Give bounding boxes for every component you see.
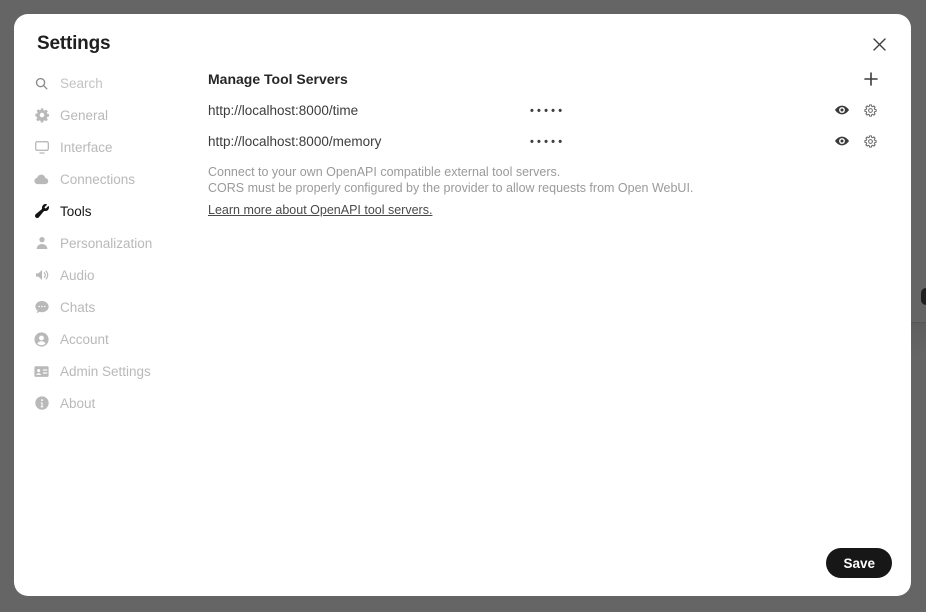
server-url: http://localhost:8000/memory <box>208 133 382 149</box>
sidebar-item-label: Tools <box>60 203 92 219</box>
sidebar-item-label: About <box>60 395 96 411</box>
sidebar-item-audio[interactable] <box>33 259 208 291</box>
eye-icon <box>834 102 850 118</box>
server-url: http://localhost:8000/time <box>208 102 359 118</box>
gear-icon <box>33 107 50 124</box>
add-server-button[interactable] <box>864 72 878 86</box>
sidebar-item-label: Connections <box>60 171 136 187</box>
server-row-actions <box>834 102 878 118</box>
description-text <box>208 164 878 196</box>
search-input[interactable] <box>33 67 208 99</box>
learn-more-link[interactable]: Learn more about OpenAPI tool servers. <box>208 203 433 217</box>
sidebar-item-about[interactable] <box>33 387 208 419</box>
wrench-icon <box>33 203 50 220</box>
chat-bubble-icon <box>33 299 50 316</box>
manage-tool-servers-header <box>208 67 878 91</box>
info-circle-icon <box>33 395 50 412</box>
monitor-icon <box>33 139 50 156</box>
toggle-key-visibility-button[interactable] <box>834 133 850 149</box>
id-card-icon <box>33 363 50 380</box>
description-line: Connect to your own OpenAPI compatible external tool servers. <box>208 165 561 179</box>
description-line: CORS must be properly configured by the provider to allow requests from Open WebUI. <box>208 181 694 195</box>
speaker-icon <box>33 267 50 284</box>
sidebar-item-general[interactable] <box>33 99 208 131</box>
modal-body <box>14 59 911 591</box>
modal-title: Settings <box>37 33 111 54</box>
search-icon <box>33 75 50 92</box>
sidebar-item-connections[interactable] <box>33 163 208 195</box>
tool-server-row <box>208 98 878 122</box>
eye-icon <box>834 133 850 149</box>
plus-icon <box>864 72 878 86</box>
search-placeholder: Search <box>60 75 103 91</box>
server-settings-button[interactable] <box>863 103 878 118</box>
settings-modal <box>14 14 911 596</box>
sidebar-item-tools[interactable] <box>33 195 208 227</box>
api-key-masked[interactable]: ••••• <box>530 135 566 148</box>
api-key-masked[interactable]: ••••• <box>530 104 566 117</box>
sidebar-item-interface[interactable] <box>33 131 208 163</box>
gear-outline-icon <box>863 103 878 118</box>
person-icon <box>33 235 50 252</box>
toggle-key-visibility-button[interactable] <box>834 102 850 118</box>
background-page-seam-shade <box>911 323 926 357</box>
tool-server-row <box>208 129 878 153</box>
tools-settings-panel <box>208 59 911 591</box>
server-row-actions <box>834 133 878 149</box>
background-page-handle <box>921 288 926 305</box>
sidebar-item-label: Chats <box>60 299 96 315</box>
settings-sidebar <box>14 59 208 591</box>
gear-outline-icon <box>863 134 878 149</box>
close-button[interactable] <box>869 34 889 54</box>
sidebar-item-account[interactable] <box>33 323 208 355</box>
user-circle-icon <box>33 331 50 348</box>
section-heading: Manage Tool Servers <box>208 71 348 87</box>
sidebar-item-label: Interface <box>60 139 113 155</box>
modal-header <box>14 14 911 59</box>
close-icon <box>872 37 887 52</box>
sidebar-item-label: Account <box>60 331 109 347</box>
sidebar-item-label: Personalization <box>60 235 153 251</box>
save-button[interactable]: Save <box>826 548 892 578</box>
sidebar-item-label: General <box>60 107 109 123</box>
cloud-icon <box>33 171 50 188</box>
sidebar-item-label: Audio <box>60 267 95 283</box>
sidebar-item-label: Admin Settings <box>60 363 151 379</box>
server-settings-button[interactable] <box>863 134 878 149</box>
sidebar-item-chats[interactable] <box>33 291 208 323</box>
sidebar-item-personalization[interactable] <box>33 227 208 259</box>
sidebar-item-admin-settings[interactable] <box>33 355 208 387</box>
